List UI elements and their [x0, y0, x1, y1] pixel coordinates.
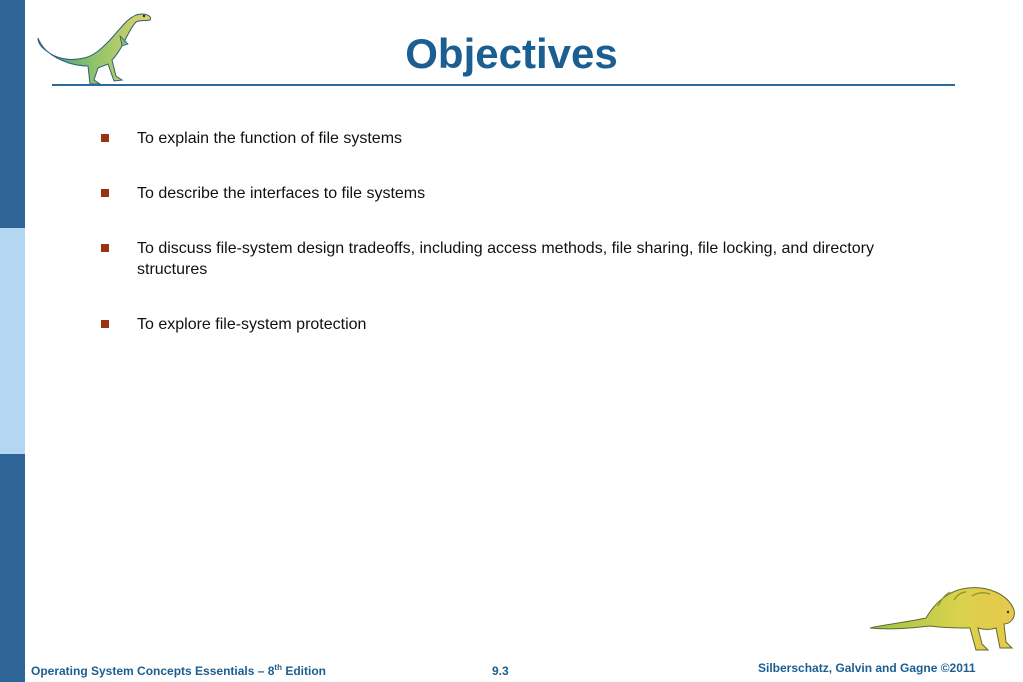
- list-item: [100, 183, 937, 204]
- dinosaur-icon: [868, 584, 1018, 656]
- square-bullet-icon: [101, 320, 109, 328]
- side-bar: [0, 0, 25, 682]
- side-bar-middle: [0, 228, 25, 454]
- square-bullet-icon: [101, 189, 109, 197]
- bullet-text: To explain the function of file systems: [137, 130, 403, 147]
- bullet-text: To describe the interfaces to file systems: [137, 185, 426, 202]
- footer-book-title-prefix: Operating System Concepts Essentials – 8: [31, 664, 275, 678]
- bullet-text: To explore file-system protection: [137, 316, 367, 333]
- title-divider: [52, 84, 955, 86]
- footer-copyright: Silberschatz, Galvin and Gagne ©2011: [758, 661, 976, 675]
- footer-book-title-suffix: Edition: [281, 664, 326, 678]
- side-bar-bottom: [0, 454, 25, 682]
- list-item: [100, 314, 937, 335]
- page-number: 9.3: [492, 664, 509, 678]
- slide-title: Objectives: [405, 30, 618, 77]
- footer-book-title-sup: th: [274, 663, 282, 672]
- list-item: [100, 238, 937, 280]
- square-bullet-icon: [101, 244, 109, 252]
- list-item: [100, 128, 937, 149]
- footer-book-title: [31, 664, 326, 678]
- square-bullet-icon: [101, 134, 109, 142]
- bullet-text: To discuss file-system design tradeoffs, including access methods, file sharing, file locking, and directory structures: [137, 240, 874, 278]
